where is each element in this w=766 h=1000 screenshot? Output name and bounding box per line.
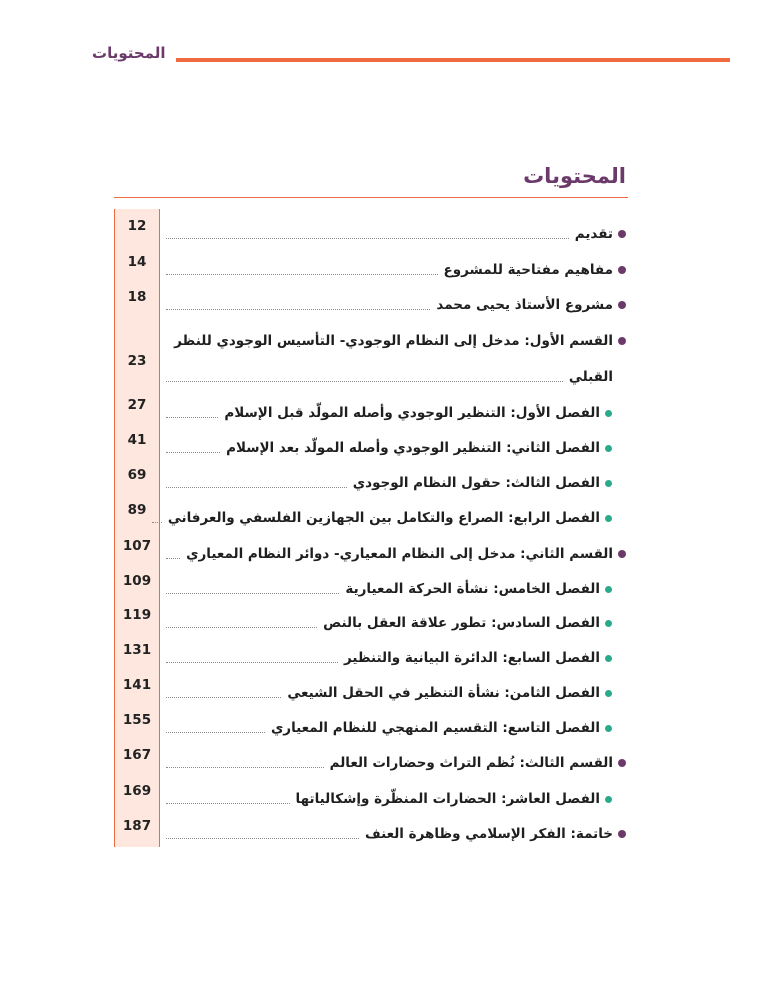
toc-entry-label: الفصل السابع: الدائرة البيانية والتنظير: [343, 650, 600, 666]
dot-leader: [166, 309, 430, 310]
toc-page-number: 141: [122, 677, 152, 693]
dot-leader: [166, 238, 569, 239]
bullet-icon: [618, 230, 626, 238]
toc-entry-label: القسم الثالث: نُظم التراث وحضارات العالم: [329, 755, 613, 771]
toc-page-number: 109: [122, 573, 152, 589]
bullet-icon: [618, 830, 626, 838]
dot-leader: [166, 803, 290, 804]
dot-leader: [166, 417, 218, 418]
bullet-icon: [605, 480, 612, 487]
bullet-icon: [618, 759, 626, 767]
toc-entry-label: الفصل الرابع: الصراع والتكامل بين الجهازين الفلسفي والعرفاني: [167, 510, 600, 526]
toc-page-number: 27: [127, 397, 147, 413]
toc-entry[interactable]: [0, 465, 766, 501]
toc-entry-label: الفصل الأول: التنظير الوجودي وأصله المولّد قبل الإسلام: [224, 405, 600, 421]
toc-entry-label-continued: القبلي: [568, 369, 613, 385]
toc-entry[interactable]: [0, 640, 766, 676]
toc-page-number: 169: [122, 783, 152, 799]
toc-entry-label: تقديم: [574, 226, 613, 242]
dot-leader: [166, 697, 281, 698]
toc-page-number: 187: [122, 818, 152, 834]
bullet-icon: [605, 796, 612, 803]
dot-leader: [166, 593, 339, 594]
bullet-icon: [618, 301, 626, 309]
toc-entry[interactable]: [0, 395, 766, 431]
bullet-icon: [605, 515, 612, 522]
dot-leader: [166, 381, 563, 382]
bullet-icon: [618, 550, 626, 558]
toc-page-number: 167: [122, 747, 152, 763]
toc-page-number: 41: [127, 432, 147, 448]
toc-entry[interactable]: [0, 500, 766, 536]
bullet-icon: [605, 586, 612, 593]
dot-leader: [166, 558, 180, 559]
bullet-icon: [605, 655, 612, 662]
toc-entry-label: القسم الثاني: مدخل إلى النظام المعياري- دوائر النظام المعياري: [186, 546, 613, 562]
toc-page-number: 131: [122, 642, 152, 658]
running-header-rule: [176, 58, 730, 62]
toc-entry[interactable]: [0, 287, 766, 323]
bullet-icon: [605, 690, 612, 697]
toc-entry-label: القسم الأول: مدخل إلى النظام الوجودي- التأسيس الوجودي للنظر: [174, 333, 613, 349]
running-header-title: المحتويات: [92, 44, 166, 62]
dot-leader: [166, 627, 317, 628]
toc-entry-label: الفصل السادس: تطور علاقة العقل بالنص: [323, 615, 600, 631]
toc-entry[interactable]: [0, 571, 766, 607]
toc-entry[interactable]: [0, 323, 766, 395]
toc-entry-label: الفصل الثامن: نشأة التنظير في الحقل الشيعي: [287, 685, 600, 701]
dot-leader: [152, 522, 162, 523]
toc-entry-label: مفاهيم مفتاحية للمشروع: [443, 262, 613, 278]
dot-leader: [166, 732, 265, 733]
toc-entry-label: الفصل الخامس: نشأة الحركة المعيارية: [345, 581, 600, 597]
dot-leader: [166, 452, 220, 453]
toc-entry[interactable]: [0, 745, 766, 781]
toc-page-number: 14: [127, 254, 147, 270]
toc-entry[interactable]: [0, 605, 766, 641]
toc-entry-label: الفصل العاشر: الحضارات المنظّرة وإشكالياتها: [295, 791, 600, 807]
dot-leader: [166, 767, 324, 768]
dot-leader: [166, 838, 359, 839]
dot-leader: [166, 662, 338, 663]
bullet-icon: [618, 337, 626, 345]
toc-page-number: 107: [122, 538, 152, 554]
bullet-icon: [605, 725, 612, 732]
toc-page-number: 89: [127, 502, 147, 518]
toc-page-number: 69: [127, 467, 147, 483]
toc-page-number: 155: [122, 712, 152, 728]
toc-page-number: 18: [127, 289, 147, 305]
toc-entry[interactable]: [0, 536, 766, 572]
toc-entry[interactable]: [0, 710, 766, 746]
toc-entry[interactable]: [0, 430, 766, 466]
toc-entry-label: مشروع الأستاذ يحيى محمد: [436, 297, 613, 313]
toc-entry[interactable]: [0, 816, 766, 852]
toc-entry-label: الفصل الثالث: حقول النظام الوجودي: [352, 475, 600, 491]
bullet-icon: [605, 620, 612, 627]
toc-entry[interactable]: [0, 252, 766, 288]
bullet-icon: [605, 445, 612, 452]
toc-title-rule: [114, 197, 628, 198]
toc-entry-label: خاتمة: الفكر الإسلامي وظاهرة العنف: [365, 826, 613, 842]
dot-leader: [166, 274, 438, 275]
toc-page-number: 23: [127, 353, 147, 369]
toc-title: المحتويات: [523, 164, 626, 188]
toc-page-number: 12: [127, 218, 147, 234]
toc-entry[interactable]: [0, 216, 766, 252]
bullet-icon: [618, 266, 626, 274]
running-header: [0, 44, 766, 74]
toc-entry[interactable]: [0, 781, 766, 817]
dot-leader: [166, 487, 347, 488]
toc-entry-label: الفصل الثاني: التنظير الوجودي وأصله المولّد بعد الإسلام: [226, 440, 600, 456]
toc-entry[interactable]: [0, 675, 766, 711]
bullet-icon: [605, 410, 612, 417]
toc-entry-label: الفصل التاسع: التقسيم المنهجي للنظام المعياري: [270, 720, 600, 736]
toc-page-number: 119: [122, 607, 152, 623]
